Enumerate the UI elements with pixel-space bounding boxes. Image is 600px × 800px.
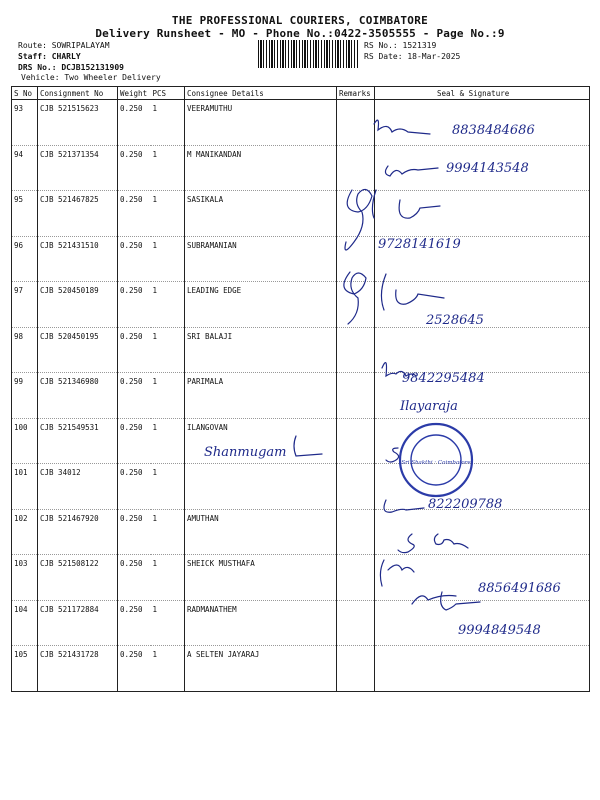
cell-signature bbox=[375, 509, 590, 555]
vehicle-label: Vehicle: bbox=[21, 73, 60, 82]
rs-no-value: 1521319 bbox=[402, 41, 437, 50]
vehicle-value: Two Wheeler Delivery bbox=[64, 73, 161, 82]
cell-remarks bbox=[337, 600, 375, 646]
cell-remarks bbox=[337, 100, 375, 146]
cell-consignment: CJB 521431510 bbox=[38, 236, 118, 282]
cell-sno: 99 bbox=[12, 373, 38, 419]
table-row bbox=[12, 100, 590, 146]
handwritten-phone-row102: 822209788 bbox=[428, 497, 503, 512]
cell-weight: 0.250 bbox=[118, 100, 151, 146]
cell-weight: 0.250 bbox=[118, 555, 151, 601]
cell-weight: 0.250 bbox=[118, 464, 151, 510]
table-header-row bbox=[12, 87, 590, 100]
cell-weight: 0.250 bbox=[118, 282, 151, 328]
cell-weight: 0.250 bbox=[118, 327, 151, 373]
cell-remarks bbox=[337, 327, 375, 373]
cell-consignment: CJB 521508122 bbox=[38, 555, 118, 601]
cell-signature bbox=[375, 145, 590, 191]
col-pcs: PCS bbox=[151, 87, 185, 100]
cell-pcs: 1 bbox=[151, 100, 185, 146]
cell-consignee: RADMANATHEM bbox=[185, 600, 337, 646]
table-row bbox=[12, 327, 590, 373]
cell-consignee: SASIKALA bbox=[185, 191, 337, 237]
cell-consignee: M MANIKANDAN bbox=[185, 145, 337, 191]
staff-line bbox=[18, 52, 81, 61]
cell-signature bbox=[375, 418, 590, 464]
table-row bbox=[12, 373, 590, 419]
table-row bbox=[12, 145, 590, 191]
cell-consignment: CJB 521549531 bbox=[38, 418, 118, 464]
table-row bbox=[12, 600, 590, 646]
cell-signature bbox=[375, 327, 590, 373]
cell-consignment: CJB 521515623 bbox=[38, 100, 118, 146]
cell-consignment: CJB 521346980 bbox=[38, 373, 118, 419]
drs-line bbox=[18, 63, 124, 72]
col-seal-signature: Seal & Signature bbox=[375, 87, 590, 100]
cell-consignment: CJB 521431728 bbox=[38, 646, 118, 692]
handwritten-phone-row93: 8838484686 bbox=[452, 123, 535, 138]
cell-signature bbox=[375, 646, 590, 692]
cell-signature bbox=[375, 464, 590, 510]
cell-sno: 94 bbox=[12, 145, 38, 191]
cell-pcs: 1 bbox=[151, 373, 185, 419]
cell-consignment: CJB 521371354 bbox=[38, 145, 118, 191]
cell-remarks bbox=[337, 191, 375, 237]
handwritten-phone-row94: 9994143548 bbox=[446, 161, 529, 176]
cell-consignment: CJB 520450195 bbox=[38, 327, 118, 373]
rs-no-line bbox=[364, 41, 436, 50]
col-weight: Weight bbox=[118, 87, 151, 100]
cell-remarks bbox=[337, 509, 375, 555]
cell-consignee: SHEICK MUSTHAFA bbox=[185, 555, 337, 601]
col-sno: S No bbox=[12, 87, 38, 100]
cell-pcs: 1 bbox=[151, 418, 185, 464]
cell-sno: 101 bbox=[12, 464, 38, 510]
cell-pcs: 1 bbox=[151, 282, 185, 328]
cell-sno: 96 bbox=[12, 236, 38, 282]
cell-sno: 97 bbox=[12, 282, 38, 328]
cell-pcs: 1 bbox=[151, 646, 185, 692]
cell-consignee: SRI BALAJI bbox=[185, 327, 337, 373]
cell-remarks bbox=[337, 236, 375, 282]
stamp-text: Sri Shakthi · Coimbatore bbox=[401, 460, 471, 466]
cell-pcs: 1 bbox=[151, 555, 185, 601]
cell-sno: 100 bbox=[12, 418, 38, 464]
table-row bbox=[12, 509, 590, 555]
cell-weight: 0.250 bbox=[118, 191, 151, 237]
runsheet-title: THE PROFESSIONAL COURIERS, COIMBATORE bbox=[171, 14, 429, 27]
cell-pcs: 1 bbox=[151, 600, 185, 646]
table-row bbox=[12, 418, 590, 464]
cell-consignment: CJB 521467825 bbox=[38, 191, 118, 237]
cell-sno: 103 bbox=[12, 555, 38, 601]
cell-weight: 0.250 bbox=[118, 373, 151, 419]
rs-date-value: 18-Mar-2025 bbox=[407, 52, 461, 61]
cell-consignee: A SELTEN JAYARAJ bbox=[185, 646, 337, 692]
rs-date-label: RS Date: bbox=[364, 52, 403, 61]
route-value: SOWRIPALAYAM bbox=[51, 41, 110, 50]
rs-no-label: RS No.: bbox=[364, 41, 398, 50]
cell-pcs: 1 bbox=[151, 236, 185, 282]
cell-consignee: VEERAMUTHU bbox=[185, 100, 337, 146]
handwritten-name-row100: Ilayaraja bbox=[400, 399, 458, 414]
table-row bbox=[12, 191, 590, 237]
col-consignment: Consignment No bbox=[38, 87, 118, 100]
cell-signature bbox=[375, 555, 590, 601]
cell-sno: 95 bbox=[12, 191, 38, 237]
handwritten-phone-row105: 9994849548 bbox=[458, 623, 541, 638]
staff-value: CHARLY bbox=[51, 52, 81, 61]
cell-signature bbox=[375, 100, 590, 146]
table-row bbox=[12, 282, 590, 328]
handwritten-name-row101: Shanmugam bbox=[204, 445, 287, 460]
cell-pcs: 1 bbox=[151, 464, 185, 510]
cell-weight: 0.250 bbox=[118, 236, 151, 282]
cell-remarks bbox=[337, 418, 375, 464]
cell-sno: 93 bbox=[12, 100, 38, 146]
cell-remarks bbox=[337, 646, 375, 692]
cell-weight: 0.250 bbox=[118, 145, 151, 191]
rs-date-line bbox=[364, 52, 460, 61]
cell-signature bbox=[375, 282, 590, 328]
cell-consignee: PARIMALA bbox=[185, 373, 337, 419]
cell-sno: 102 bbox=[12, 509, 38, 555]
table-row bbox=[12, 464, 590, 510]
cell-remarks bbox=[337, 145, 375, 191]
cell-consignee: AMUTHAN bbox=[185, 509, 337, 555]
cell-consignee: ILANGOVAN bbox=[185, 418, 337, 464]
cell-signature bbox=[375, 600, 590, 646]
vehicle-line bbox=[21, 73, 161, 82]
drs-value: DCJB152131909 bbox=[61, 63, 124, 72]
col-consignee: Consignee Details bbox=[185, 87, 337, 100]
cell-consignment: CJB 521172884 bbox=[38, 600, 118, 646]
table-row bbox=[12, 555, 590, 601]
staff-label: Staff: bbox=[18, 52, 47, 61]
handwritten-phone-row98: 2528645 bbox=[426, 313, 484, 328]
table-row bbox=[12, 646, 590, 692]
handwritten-phone-row96: 9728141619 bbox=[378, 237, 461, 252]
cell-remarks bbox=[337, 373, 375, 419]
cell-remarks bbox=[337, 464, 375, 510]
cell-pcs: 1 bbox=[151, 191, 185, 237]
runsheet-subtitle: Delivery Runsheet - MO - Phone No.:0422-3505555 - Page No.:9 bbox=[95, 27, 505, 40]
cell-weight: 0.250 bbox=[118, 600, 151, 646]
cell-consignee bbox=[185, 464, 337, 510]
cell-consignee: LEADING EDGE bbox=[185, 282, 337, 328]
cell-pcs: 1 bbox=[151, 145, 185, 191]
route-label: Route: bbox=[18, 41, 47, 50]
cell-remarks bbox=[337, 282, 375, 328]
cell-weight: 0.250 bbox=[118, 418, 151, 464]
handwritten-phone-row104: 8856491686 bbox=[478, 581, 561, 596]
cell-consignment: CJB 520450189 bbox=[38, 282, 118, 328]
cell-pcs: 1 bbox=[151, 509, 185, 555]
cell-pcs: 1 bbox=[151, 327, 185, 373]
cell-weight: 0.250 bbox=[118, 646, 151, 692]
cell-sno: 105 bbox=[12, 646, 38, 692]
runsheet-table bbox=[11, 86, 590, 692]
handwritten-phone-row99: 9842295484 bbox=[402, 371, 485, 386]
route-line bbox=[18, 41, 110, 50]
cell-signature bbox=[375, 236, 590, 282]
drs-label: DRS No.: bbox=[18, 63, 57, 72]
table-row bbox=[12, 236, 590, 282]
cell-consignment: CJB 521467920 bbox=[38, 509, 118, 555]
col-remarks: Remarks bbox=[337, 87, 375, 100]
cell-signature bbox=[375, 373, 590, 419]
cell-weight: 0.250 bbox=[118, 509, 151, 555]
cell-sno: 104 bbox=[12, 600, 38, 646]
cell-signature bbox=[375, 191, 590, 237]
cell-consignment: CJB 34012 bbox=[38, 464, 118, 510]
cell-remarks bbox=[337, 555, 375, 601]
cell-consignee: SUBRAMANIAN bbox=[185, 236, 337, 282]
cell-sno: 98 bbox=[12, 327, 38, 373]
barcode bbox=[258, 40, 358, 68]
